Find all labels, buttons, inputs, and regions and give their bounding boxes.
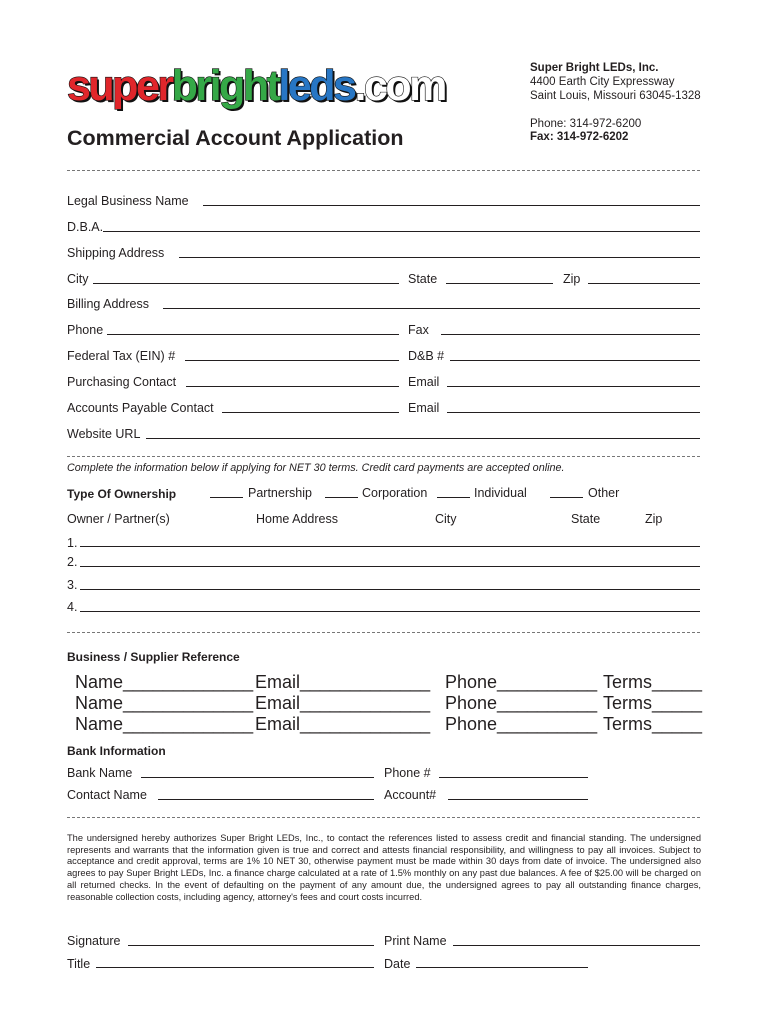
owner-row-field[interactable]	[80, 611, 700, 612]
legal-business-name-field[interactable]	[203, 205, 700, 206]
zip-field[interactable]	[588, 283, 700, 284]
website-url-field[interactable]	[146, 438, 700, 439]
city-field[interactable]	[93, 283, 399, 284]
label-legal-business-name: Legal Business Name	[67, 194, 189, 208]
label-city: City	[67, 272, 89, 286]
label-purchasing-contact: Purchasing Contact	[67, 375, 177, 389]
reference-email-field[interactable]: Email_____________	[255, 714, 431, 734]
page-title: Commercial Account Application	[67, 126, 404, 150]
label-dnb: D&B #	[408, 349, 445, 363]
label-contact-name: Contact Name	[67, 788, 147, 802]
reference-email-field[interactable]: Email_____________	[255, 672, 431, 692]
reference-terms-field[interactable]: Terms_____	[603, 714, 703, 734]
net30-note: Complete the information below if applying for NET 30 terms. Credit card payments are accepted online.	[67, 462, 565, 474]
individual-checkline[interactable]	[437, 497, 470, 498]
label-fax: Fax	[408, 323, 429, 337]
company-city: Saint Louis, Missouri 63045-1328	[530, 90, 701, 102]
dnb-field[interactable]	[450, 360, 700, 361]
accounts-payable-contact-field[interactable]	[222, 412, 399, 413]
column-zip: Zip	[645, 512, 663, 526]
company-fax: Fax: 314-972-6202	[530, 131, 629, 143]
divider	[67, 170, 700, 171]
label-billing-address: Billing Address	[67, 297, 149, 311]
other-checkline[interactable]	[550, 497, 583, 498]
label-zip: Zip	[563, 272, 581, 286]
billing-address-field[interactable]	[163, 308, 700, 309]
label-signature: Signature	[67, 934, 121, 948]
owner-row-number: 4.	[67, 600, 78, 614]
reference-terms-field[interactable]: Terms_____	[603, 672, 703, 692]
title-field[interactable]	[96, 967, 374, 968]
reference-phone-field[interactable]: Phone__________	[445, 693, 598, 713]
signature-field[interactable]	[128, 945, 374, 946]
divider	[67, 456, 700, 457]
bank-name-field[interactable]	[141, 777, 374, 778]
company-phone: Phone: 314-972-6200	[530, 118, 642, 130]
email-field[interactable]	[447, 386, 700, 387]
dba-field[interactable]	[103, 231, 700, 232]
column-owner: Owner / Partner(s)	[67, 512, 170, 526]
label-shipping-address: Shipping Address	[67, 246, 165, 260]
label-bank-name: Bank Name	[67, 766, 133, 780]
shipping-address-field[interactable]	[179, 257, 700, 258]
date-field[interactable]	[416, 967, 588, 968]
label-account: Account#	[384, 788, 437, 802]
owner-row-number: 1.	[67, 536, 78, 550]
owner-row-field[interactable]	[80, 566, 700, 567]
corporation-checkline[interactable]	[325, 497, 358, 498]
reference-phone-field[interactable]: Phone__________	[445, 714, 598, 734]
owner-row-number: 2.	[67, 555, 78, 569]
contact-name-field[interactable]	[158, 799, 374, 800]
column-state: State	[571, 512, 601, 526]
authorization-text: The undersigned hereby authorizes Super Bright LEDs, Inc., to contact the references listed to assess credit and financial standing. The undersigned represents and warrants that the information given is true and correct and attests financial responsibility, and willingness to pay all invoices. Subject to acceptance and credit approval, terms are 1% 10 NET 30, otherwise payment must be made within 30 days from date of invoice. The undersigned also agrees to pay Super Bright LEDs, Inc. a finance charge calculated at a rate of 1.5% monthly on any past due balances. A fee of $25.00 will be charged on all returned checks. In the event of defaulting on the payment of any amount due, the undersigned agrees to pay all outstanding finance charges, reasonable collection costs, including agency, attorney's fees and court costs incurred.	[67, 833, 701, 902]
option-individual: Individual	[474, 486, 527, 500]
option-partnership: Partnership	[248, 486, 312, 500]
divider	[67, 632, 700, 633]
column-city: City	[435, 512, 457, 526]
phone-field[interactable]	[107, 334, 399, 335]
owner-row-field[interactable]	[80, 589, 700, 590]
label-phone: Phone	[67, 323, 104, 337]
reference-terms-field[interactable]: Terms_____	[603, 693, 703, 713]
bank-heading: Bank Information	[67, 744, 166, 758]
owner-row-number: 3.	[67, 578, 78, 592]
label-federal-tax: Federal Tax (EIN) #	[67, 349, 176, 363]
label-print-name: Print Name	[384, 934, 447, 948]
account-field[interactable]	[448, 799, 588, 800]
company-name: Super Bright LEDs, Inc.	[530, 62, 659, 74]
email-field-2[interactable]	[447, 412, 700, 413]
label-website-url: Website URL	[67, 427, 141, 441]
label-title: Title	[67, 957, 91, 971]
logo-part-com: .com	[354, 62, 445, 110]
state-field[interactable]	[446, 283, 553, 284]
divider	[67, 817, 700, 818]
ownership-heading: Type Of Ownership	[67, 487, 177, 501]
logo-part-super: super	[67, 62, 172, 110]
reference-name-field[interactable]: Name_____________	[75, 672, 254, 692]
print-name-field[interactable]	[453, 945, 700, 946]
partnership-checkline[interactable]	[210, 497, 243, 498]
company-logo	[67, 62, 445, 110]
bank-phone-field[interactable]	[439, 777, 588, 778]
logo-part-bright: bright	[171, 62, 279, 110]
label-dba: D.B.A.	[67, 220, 104, 234]
reference-name-field[interactable]: Name_____________	[75, 693, 254, 713]
reference-name-field[interactable]: Name_____________	[75, 714, 254, 734]
purchasing-contact-field[interactable]	[186, 386, 399, 387]
column-home-address: Home Address	[256, 512, 338, 526]
references-heading: Business / Supplier Reference	[67, 650, 240, 664]
fax-field[interactable]	[441, 334, 700, 335]
label-state: State	[408, 272, 438, 286]
option-corporation: Corporation	[362, 486, 428, 500]
label-email: Email	[408, 375, 440, 389]
label-date: Date	[384, 957, 411, 971]
label-email-2: Email	[408, 401, 440, 415]
logo-part-leds: leds	[278, 62, 355, 110]
reference-email-field[interactable]: Email_____________	[255, 693, 431, 713]
company-street: 4400 Earth City Expressway	[530, 76, 675, 88]
reference-phone-field[interactable]: Phone__________	[445, 672, 598, 692]
federal-tax-field[interactable]	[185, 360, 399, 361]
option-other: Other	[588, 486, 620, 500]
label-accounts-payable-contact: Accounts Payable Contact	[67, 401, 214, 415]
label-bank-phone: Phone #	[384, 766, 431, 780]
owner-row-field[interactable]	[80, 546, 700, 547]
